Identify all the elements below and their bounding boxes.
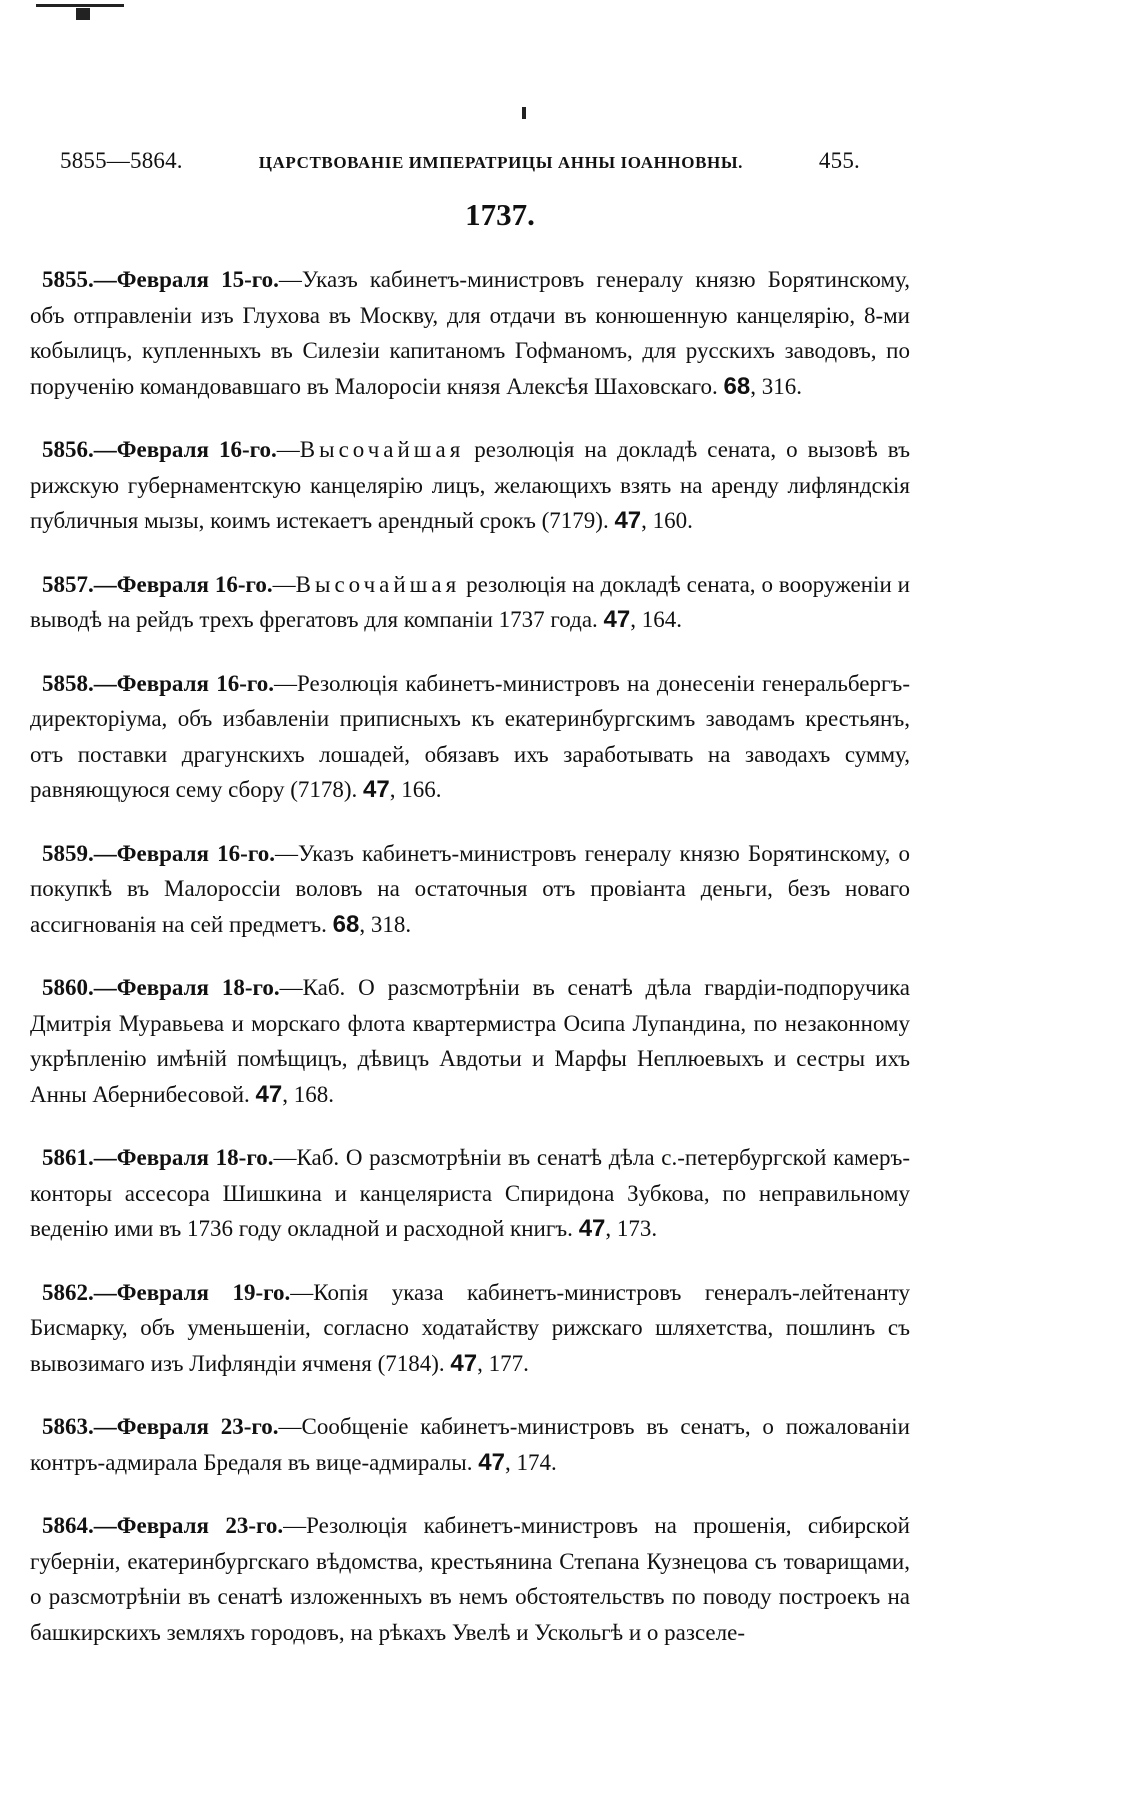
entry-date: —Февраля 16-го. <box>93 670 275 696</box>
scan-artifact <box>522 107 526 119</box>
reference-volume: 68 <box>332 910 360 938</box>
reference-volume: 47 <box>603 606 631 633</box>
entry <box>30 1140 910 1247</box>
reference-volume: 47 <box>578 1215 606 1242</box>
reference-volume: 68 <box>723 372 751 400</box>
entry-text: резолюція на докладѣ сената, о вызовѣ въ рижскую губернаментскую канцелярію лицъ, желающихъ взять на аренду лифляндскія публичныя мызы, коимъ истекаетъ арендный срокъ (7179). <box>30 437 910 533</box>
entry-number: 5860. <box>42 975 94 1000</box>
entry-date: —Февраля 16-го. <box>93 840 275 866</box>
entry <box>30 970 910 1112</box>
entry-emphasis: Высочайшая <box>295 571 461 597</box>
entry <box>30 432 910 539</box>
entry-text: —Сообщеніе кабинетъ-министровъ въ сенатъ, о пожалованіи контръ-адмирала Бредаля въ вице-адмиралы. <box>30 1414 910 1475</box>
reference-volume: 47 <box>255 1080 283 1108</box>
reference-page: , 173. <box>605 1216 658 1241</box>
year-heading: 1737. <box>465 197 535 232</box>
entry <box>30 567 910 638</box>
entry-emphasis: Высочайшая <box>299 437 465 462</box>
entry-date: —Февраля 19-го. <box>93 1279 291 1305</box>
entry-number: 5864. <box>42 1513 94 1538</box>
entry-date: —Февраля 16-го. <box>93 571 273 597</box>
running-header <box>60 148 860 174</box>
reference-volume: 47 <box>450 1349 478 1377</box>
entry <box>30 1275 910 1382</box>
entry-text: —Каб. О разсмотрѣніи въ сенатѣ дѣла гвардіи-подпоручика Дмитрія Муравьева и морскаго флота квартермистра Осипа Лупандина, по незаконному укрѣпленію имѣній помѣщицъ, дѣвицъ Авдотьи и Марфы Неплюевыхъ и сестры ихъ Анны Абернибесовой. <box>30 975 910 1107</box>
reference-volume: 47 <box>363 776 390 803</box>
entry-number: 5862. <box>42 1279 94 1305</box>
entry <box>30 262 910 404</box>
entry-number: 5856. <box>42 437 94 462</box>
entry-number: 5861. <box>42 1145 94 1170</box>
entry-text: —Резолюція кабинетъ-министровъ на прошенія, сибирской губерніи, екатеринбургскаго вѣдомства, крестьянина Степана Кузнецова съ товарищами, о разсмотрѣніи въ сенатѣ изложенныхъ въ немъ обстоятельствъ по поводу построекъ на башкирскихъ земляхъ городовъ, на рѣкахъ Увелѣ и Ускольгѣ и о разселе- <box>30 1513 910 1645</box>
entry-date: —Февраля 15-го. <box>93 267 279 292</box>
entry <box>30 836 910 943</box>
entry-text: —Каб. О разсмотрѣніи въ сенатѣ дѣла с.-петербургской камеръ-конторы ассесора Шишкина и канцеляриста Спиридона Зубкова, по неправильному веденію ими въ 1736 году окладной и расходной книгъ. <box>30 1145 910 1241</box>
entry-text: —Резолюція кабинетъ-министровъ на донесеніи генеральбергъ-директоріума, объ избавленіи приписныхъ къ екатеринбургскимъ заводамъ крестьянъ, отъ поставки драгунскихъ лошадей, обязавъ ихъ заработывать на заводахъ сумму, равняющуюся сему сбору (7178). <box>30 670 910 802</box>
reference-page: , 316. <box>750 373 802 399</box>
entry-number: 5855. <box>42 267 94 292</box>
entry-text: —Копія указа кабинетъ-министровъ генералъ-лейтенанту Бисмарку, объ уменьшеніи, согласно ходатайству рижскаго шляхетства, пошлинъ съ вывозимаго изъ Лифляндіи ячменя (7184). <box>30 1279 910 1376</box>
reference-page: , 174. <box>504 1449 557 1475</box>
entry-date: —Февраля 18-го. <box>93 975 280 1000</box>
entry-number: 5858. <box>42 670 94 696</box>
running-title: ЦАРСТВОВАНІЕ ИМПЕРАТРИЦЫ АННЫ ІОАННОВНЫ. <box>258 153 743 172</box>
reference-page: , 166. <box>389 777 442 802</box>
entry-number: 5863. <box>42 1414 94 1439</box>
reference-page: , 164. <box>630 607 682 632</box>
entry-number: 5859. <box>42 840 94 866</box>
entry-dash: — <box>272 571 296 597</box>
reference-volume: 47 <box>478 1448 505 1476</box>
entry-date: —Февраля 23-го. <box>93 1414 279 1439</box>
entry <box>30 666 910 808</box>
entry-date: —Февраля 23-го. <box>93 1513 284 1538</box>
entry-list <box>30 262 910 1678</box>
page-range: 5855—5864. <box>60 148 183 173</box>
scan-artifact <box>36 4 124 7</box>
entry-date: —Февраля 16-го. <box>93 437 277 462</box>
entry-date: —Февраля 18-го. <box>93 1145 274 1170</box>
reference-page: , 177. <box>477 1350 529 1376</box>
entry-dash: — <box>276 437 300 462</box>
reference-page: , 318. <box>359 911 412 937</box>
entry-text: —Указъ кабинетъ-министровъ генералу князю Борятинскому, объ отправленіи изъ Глухова въ Москву, для отдачи въ конюшенную канцелярію, 8-ми кобылицъ, купленныхъ въ Силезіи капитаномъ Гофманомъ, для русскихъ заводовъ, по порученію командовавшаго въ Малоросіи князя Алексѣя Шаховскаго. <box>30 267 910 399</box>
page-number: 455. <box>818 148 860 173</box>
entry-number: 5857. <box>42 571 94 597</box>
reference-page: , 160. <box>641 508 693 533</box>
reference-volume: 47 <box>614 507 642 534</box>
entry-text: резолюція на докладѣ сената, о вооруженіи и выводѣ на рейдъ трехъ фрегатовъ для компаніи 1737 года. <box>30 571 910 632</box>
entry-text: —Указъ кабинетъ-министровъ генералу князю Борятинскому, о покупкѣ въ Малороссіи воловъ на остаточныя отъ провіанта деньги, безъ новаго ассигнованія на сей предметъ. <box>30 840 910 937</box>
reference-page: , 168. <box>282 1081 334 1107</box>
entry <box>30 1508 910 1650</box>
scan-artifact <box>76 8 90 20</box>
entry <box>30 1409 910 1480</box>
